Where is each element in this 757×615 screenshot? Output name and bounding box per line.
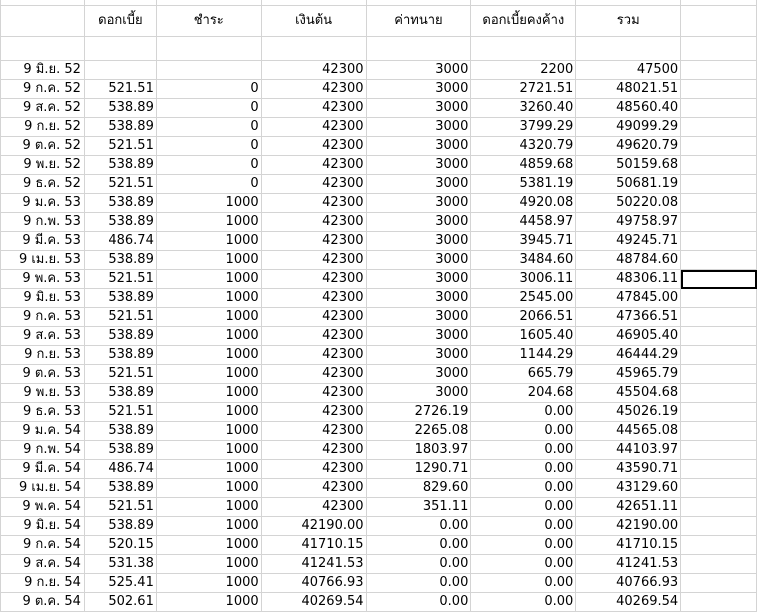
empty-cell[interactable] (681, 555, 757, 574)
date-cell[interactable]: 9 ม.ค. 54 (1, 422, 85, 441)
value-cell[interactable]: 1290.71 (366, 460, 471, 479)
date-cell[interactable]: 9 พ.ย. 53 (1, 384, 85, 403)
empty-cell[interactable] (681, 574, 757, 593)
column-header-cell[interactable] (1, 6, 85, 37)
table-row (1, 574, 757, 593)
value-cell[interactable]: 521.51 (84, 80, 156, 99)
empty-cell[interactable] (681, 175, 757, 194)
empty-cell[interactable] (681, 479, 757, 498)
column-header-cell[interactable]: ดอกเบี้ยคงค้าง (471, 6, 576, 37)
value-cell[interactable]: 2545.00 (471, 289, 576, 308)
value-cell[interactable]: 3000 (366, 346, 471, 365)
value-cell[interactable]: 521.51 (84, 137, 156, 156)
empty-cell[interactable] (681, 308, 757, 327)
date-cell[interactable]: 9 พ.ค. 54 (1, 498, 85, 517)
empty-cell[interactable] (681, 536, 757, 555)
value-cell[interactable]: 538.89 (84, 517, 156, 536)
empty-cell[interactable] (681, 6, 757, 37)
value-cell[interactable]: 42300 (261, 365, 366, 384)
empty-cell[interactable] (471, 37, 576, 61)
empty-cell[interactable] (681, 384, 757, 403)
value-cell[interactable]: 520.15 (84, 536, 156, 555)
value-cell[interactable]: 3000 (366, 194, 471, 213)
value-cell[interactable]: 1000 (156, 536, 261, 555)
value-cell[interactable]: 521.51 (84, 175, 156, 194)
value-cell[interactable]: 48306.11 (576, 270, 681, 289)
column-header-cell[interactable]: ชำระ (156, 6, 261, 37)
value-cell[interactable]: 0.00 (471, 441, 576, 460)
value-cell[interactable]: 0 (156, 80, 261, 99)
date-cell[interactable]: 9 ก.พ. 54 (1, 441, 85, 460)
table-row (1, 175, 757, 194)
value-cell[interactable]: 0 (156, 118, 261, 137)
value-cell[interactable]: 0.00 (366, 517, 471, 536)
date-cell[interactable]: 9 พ.ค. 53 (1, 270, 85, 289)
value-cell[interactable]: 1000 (156, 574, 261, 593)
value-cell[interactable]: 42300 (261, 422, 366, 441)
value-cell[interactable]: 40766.93 (576, 574, 681, 593)
value-cell[interactable]: 42300 (261, 270, 366, 289)
column-header-cell[interactable]: ดอกเบี้ย (84, 6, 156, 37)
date-cell[interactable]: 9 มิ.ย. 53 (1, 289, 85, 308)
empty-cell[interactable] (681, 517, 757, 536)
table-row (1, 422, 757, 441)
table-row (1, 460, 757, 479)
value-cell[interactable]: 1000 (156, 479, 261, 498)
table-row (1, 555, 757, 574)
value-cell[interactable]: 1000 (156, 555, 261, 574)
value-cell[interactable]: 3000 (366, 175, 471, 194)
value-cell[interactable]: 521.51 (84, 365, 156, 384)
date-cell[interactable]: 9 มี.ค. 53 (1, 232, 85, 251)
empty-cell[interactable] (576, 37, 681, 61)
value-cell[interactable]: 4320.79 (471, 137, 576, 156)
table-row (1, 308, 757, 327)
value-cell[interactable]: 41241.53 (576, 555, 681, 574)
value-cell[interactable]: 3000 (366, 365, 471, 384)
value-cell[interactable]: 42651.11 (576, 498, 681, 517)
value-cell[interactable]: 829.60 (366, 479, 471, 498)
empty-cell[interactable] (681, 194, 757, 213)
value-cell[interactable]: 3000 (366, 99, 471, 118)
empty-cell[interactable] (681, 118, 757, 137)
value-cell[interactable]: 1803.97 (366, 441, 471, 460)
value-cell[interactable]: 45026.19 (576, 403, 681, 422)
value-cell[interactable]: 42300 (261, 156, 366, 175)
empty-cell[interactable] (681, 498, 757, 517)
value-cell[interactable]: 3000 (366, 118, 471, 137)
empty-cell[interactable] (1, 37, 85, 61)
value-cell[interactable]: 1000 (156, 232, 261, 251)
value-cell[interactable]: 2066.51 (471, 308, 576, 327)
value-cell[interactable]: 0.00 (471, 460, 576, 479)
value-cell[interactable]: 0.00 (471, 422, 576, 441)
date-cell[interactable]: 9 ก.ย. 54 (1, 574, 85, 593)
value-cell[interactable]: 2265.08 (366, 422, 471, 441)
value-cell[interactable] (156, 61, 261, 80)
value-cell[interactable]: 3000 (366, 61, 471, 80)
table-row (1, 156, 757, 175)
value-cell[interactable]: 4458.97 (471, 213, 576, 232)
value-cell[interactable]: 43590.71 (576, 460, 681, 479)
value-cell[interactable]: 41241.53 (261, 555, 366, 574)
date-cell[interactable]: 9 ส.ค. 52 (1, 99, 85, 118)
value-cell[interactable]: 50681.19 (576, 175, 681, 194)
value-cell[interactable]: 1000 (156, 270, 261, 289)
value-cell[interactable]: 49620.79 (576, 137, 681, 156)
value-cell[interactable]: 0.00 (471, 593, 576, 612)
value-cell[interactable]: 2200 (471, 61, 576, 80)
table-row (1, 118, 757, 137)
value-cell[interactable]: 42300 (261, 137, 366, 156)
value-cell[interactable]: 3000 (366, 308, 471, 327)
value-cell[interactable]: 1000 (156, 460, 261, 479)
empty-cell[interactable] (681, 422, 757, 441)
value-cell[interactable]: 42300 (261, 327, 366, 346)
value-cell[interactable]: 521.51 (84, 308, 156, 327)
value-cell[interactable]: 1000 (156, 346, 261, 365)
table-row (1, 517, 757, 536)
column-header-cell[interactable]: ค่าทนาย (366, 6, 471, 37)
table-row (1, 61, 757, 80)
value-cell[interactable]: 49245.71 (576, 232, 681, 251)
empty-cell[interactable] (681, 327, 757, 346)
table-row (1, 80, 757, 99)
value-cell[interactable]: 42300 (261, 213, 366, 232)
value-cell[interactable]: 42300 (261, 194, 366, 213)
date-cell[interactable]: 9 ก.ค. 52 (1, 80, 85, 99)
value-cell[interactable]: 3000 (366, 327, 471, 346)
value-cell[interactable]: 46905.40 (576, 327, 681, 346)
table-row (1, 232, 757, 251)
table-row (1, 365, 757, 384)
date-cell[interactable]: 9 เม.ย. 54 (1, 479, 85, 498)
value-cell[interactable]: 49099.29 (576, 118, 681, 137)
value-cell[interactable]: 0.00 (366, 555, 471, 574)
date-cell[interactable]: 9 ธ.ค. 52 (1, 175, 85, 194)
value-cell[interactable]: 538.89 (84, 118, 156, 137)
value-cell[interactable]: 40269.54 (576, 593, 681, 612)
value-cell[interactable]: 3000 (366, 270, 471, 289)
table-row (1, 327, 757, 346)
value-cell[interactable]: 44103.97 (576, 441, 681, 460)
value-cell[interactable]: 538.89 (84, 289, 156, 308)
value-cell[interactable]: 1000 (156, 384, 261, 403)
value-cell[interactable]: 42300 (261, 460, 366, 479)
table-row (1, 536, 757, 555)
value-cell[interactable]: 1000 (156, 593, 261, 612)
date-cell[interactable]: 9 ม.ค. 53 (1, 194, 85, 213)
value-cell[interactable]: 44565.08 (576, 422, 681, 441)
empty-cell[interactable] (156, 37, 261, 61)
value-cell[interactable]: 42190.00 (576, 517, 681, 536)
table-row (1, 384, 757, 403)
value-cell[interactable]: 1000 (156, 365, 261, 384)
value-cell[interactable]: 538.89 (84, 213, 156, 232)
value-cell[interactable]: 3000 (366, 80, 471, 99)
value-cell[interactable]: 42190.00 (261, 517, 366, 536)
value-cell[interactable]: 42300 (261, 232, 366, 251)
value-cell[interactable]: 525.41 (84, 574, 156, 593)
value-cell[interactable]: 0.00 (366, 574, 471, 593)
date-cell[interactable]: 9 ส.ค. 53 (1, 327, 85, 346)
value-cell[interactable]: 0 (156, 175, 261, 194)
value-cell[interactable]: 0 (156, 156, 261, 175)
header-row (1, 6, 757, 37)
value-cell[interactable]: 0.00 (471, 536, 576, 555)
value-cell[interactable]: 1000 (156, 194, 261, 213)
value-cell[interactable]: 0.00 (471, 479, 576, 498)
table-row (1, 441, 757, 460)
value-cell[interactable]: 2726.19 (366, 403, 471, 422)
column-header-cell[interactable]: รวม (576, 6, 681, 37)
value-cell[interactable]: 3000 (366, 289, 471, 308)
table-row (1, 498, 757, 517)
empty-cell[interactable] (681, 37, 757, 61)
value-cell[interactable]: 50220.08 (576, 194, 681, 213)
value-cell[interactable]: 42300 (261, 498, 366, 517)
value-cell[interactable]: 538.89 (84, 99, 156, 118)
value-cell[interactable]: 1000 (156, 308, 261, 327)
empty-cell[interactable] (681, 156, 757, 175)
value-cell[interactable]: 3000 (366, 251, 471, 270)
date-cell[interactable]: 9 ก.ย. 52 (1, 118, 85, 137)
value-cell[interactable]: 42300 (261, 80, 366, 99)
empty-cell[interactable] (366, 37, 471, 61)
value-cell[interactable]: 42300 (261, 99, 366, 118)
date-cell[interactable]: 9 เม.ย. 53 (1, 251, 85, 270)
empty-cell[interactable] (681, 593, 757, 612)
date-cell[interactable]: 9 ต.ค. 54 (1, 593, 85, 612)
value-cell[interactable]: 45965.79 (576, 365, 681, 384)
value-cell[interactable]: 42300 (261, 479, 366, 498)
empty-cell[interactable] (681, 346, 757, 365)
table-row (1, 99, 757, 118)
value-cell[interactable]: 42300 (261, 346, 366, 365)
value-cell[interactable]: 3260.40 (471, 99, 576, 118)
blank-row (1, 37, 757, 61)
empty-cell[interactable] (681, 251, 757, 270)
value-cell[interactable]: 46444.29 (576, 346, 681, 365)
value-cell[interactable]: 3000 (366, 232, 471, 251)
empty-cell[interactable] (681, 232, 757, 251)
value-cell[interactable]: 0.00 (471, 555, 576, 574)
date-cell[interactable]: 9 ต.ค. 53 (1, 365, 85, 384)
table-row (1, 289, 757, 308)
empty-cell[interactable] (681, 460, 757, 479)
value-cell[interactable]: 42300 (261, 384, 366, 403)
value-cell[interactable]: 521.51 (84, 270, 156, 289)
value-cell[interactable]: 665.79 (471, 365, 576, 384)
value-cell[interactable]: 538.89 (84, 327, 156, 346)
table-row (1, 270, 757, 289)
empty-cell[interactable] (681, 289, 757, 308)
value-cell[interactable]: 1605.40 (471, 327, 576, 346)
table-row (1, 251, 757, 270)
column-header-cell[interactable]: เงินต้น (261, 6, 366, 37)
table-row (1, 346, 757, 365)
value-cell[interactable]: 4859.68 (471, 156, 576, 175)
value-cell[interactable]: 1000 (156, 213, 261, 232)
value-cell[interactable]: 49758.97 (576, 213, 681, 232)
value-cell[interactable]: 3945.71 (471, 232, 576, 251)
value-cell[interactable]: 0.00 (471, 574, 576, 593)
empty-cell[interactable] (261, 37, 366, 61)
value-cell[interactable]: 50159.68 (576, 156, 681, 175)
table-row (1, 213, 757, 232)
value-cell[interactable]: 1000 (156, 327, 261, 346)
value-cell[interactable]: 1000 (156, 289, 261, 308)
value-cell[interactable]: 42300 (261, 251, 366, 270)
value-cell[interactable]: 47366.51 (576, 308, 681, 327)
value-cell[interactable]: 1000 (156, 441, 261, 460)
value-cell[interactable]: 531.38 (84, 555, 156, 574)
value-cell[interactable]: 42300 (261, 289, 366, 308)
value-cell[interactable]: 538.89 (84, 251, 156, 270)
date-cell[interactable]: 9 ก.ย. 53 (1, 346, 85, 365)
date-cell[interactable]: 9 พ.ย. 52 (1, 156, 85, 175)
value-cell[interactable]: 538.89 (84, 346, 156, 365)
date-cell[interactable]: 9 ก.ค. 53 (1, 308, 85, 327)
value-cell[interactable]: 42300 (261, 175, 366, 194)
table-row (1, 479, 757, 498)
value-cell[interactable]: 538.89 (84, 194, 156, 213)
value-cell[interactable]: 351.11 (366, 498, 471, 517)
value-cell[interactable]: 42300 (261, 118, 366, 137)
table-row (1, 403, 757, 422)
table-row (1, 194, 757, 213)
value-cell[interactable]: 1000 (156, 498, 261, 517)
date-cell[interactable]: 9 ก.พ. 53 (1, 213, 85, 232)
value-cell[interactable]: 538.89 (84, 384, 156, 403)
value-cell[interactable]: 41710.15 (576, 536, 681, 555)
value-cell[interactable]: 0 (156, 137, 261, 156)
table-row (1, 593, 757, 612)
value-cell[interactable]: 3484.60 (471, 251, 576, 270)
value-cell[interactable]: 0.00 (471, 403, 576, 422)
value-cell[interactable]: 1000 (156, 517, 261, 536)
value-cell[interactable]: 2721.51 (471, 80, 576, 99)
table-row (1, 137, 757, 156)
value-cell[interactable]: 0.00 (471, 498, 576, 517)
empty-cell[interactable] (681, 61, 757, 80)
value-cell[interactable]: 1000 (156, 422, 261, 441)
value-cell[interactable]: 48560.40 (576, 99, 681, 118)
value-cell[interactable]: 42300 (261, 308, 366, 327)
empty-cell[interactable] (681, 99, 757, 118)
date-cell[interactable]: 9 มิ.ย. 52 (1, 61, 85, 80)
value-cell[interactable]: 3799.29 (471, 118, 576, 137)
value-cell[interactable]: 1144.29 (471, 346, 576, 365)
value-cell[interactable]: 48784.60 (576, 251, 681, 270)
value-cell[interactable]: 538.89 (84, 422, 156, 441)
selected-cell[interactable] (681, 270, 757, 289)
value-cell[interactable]: 43129.60 (576, 479, 681, 498)
date-cell[interactable]: 9 มี.ค. 54 (1, 460, 85, 479)
date-cell[interactable]: 9 ต.ค. 52 (1, 137, 85, 156)
value-cell[interactable]: 42300 (261, 403, 366, 422)
value-cell[interactable]: 3000 (366, 156, 471, 175)
value-cell[interactable]: 4920.08 (471, 194, 576, 213)
value-cell[interactable]: 3000 (366, 137, 471, 156)
value-cell[interactable]: 0 (156, 99, 261, 118)
value-cell[interactable]: 1000 (156, 403, 261, 422)
date-cell[interactable]: 9 ส.ค. 54 (1, 555, 85, 574)
date-cell[interactable]: 9 ธ.ค. 53 (1, 403, 85, 422)
value-cell[interactable]: 3000 (366, 213, 471, 232)
value-cell[interactable]: 0.00 (366, 593, 471, 612)
value-cell[interactable]: 48021.51 (576, 80, 681, 99)
value-cell[interactable]: 486.74 (84, 460, 156, 479)
value-cell[interactable]: 486.74 (84, 232, 156, 251)
value-cell[interactable]: 538.89 (84, 156, 156, 175)
value-cell[interactable]: 538.89 (84, 441, 156, 460)
value-cell[interactable]: 41710.15 (261, 536, 366, 555)
value-cell[interactable]: 3006.11 (471, 270, 576, 289)
value-cell[interactable]: 47845.00 (576, 289, 681, 308)
value-cell[interactable]: 521.51 (84, 403, 156, 422)
value-cell[interactable]: 0.00 (471, 517, 576, 536)
value-cell[interactable]: 45504.68 (576, 384, 681, 403)
value-cell[interactable]: 538.89 (84, 479, 156, 498)
value-cell[interactable]: 5381.19 (471, 175, 576, 194)
empty-cell[interactable] (681, 365, 757, 384)
value-cell[interactable]: 42300 (261, 61, 366, 80)
empty-cell[interactable] (681, 137, 757, 156)
empty-cell[interactable] (84, 37, 156, 61)
value-cell[interactable]: 42300 (261, 441, 366, 460)
date-cell[interactable]: 9 ก.ค. 54 (1, 536, 85, 555)
empty-cell[interactable] (681, 403, 757, 422)
value-cell[interactable]: 204.68 (471, 384, 576, 403)
value-cell[interactable]: 1000 (156, 251, 261, 270)
empty-cell[interactable] (681, 441, 757, 460)
empty-cell[interactable] (681, 80, 757, 99)
value-cell[interactable]: 40766.93 (261, 574, 366, 593)
empty-cell[interactable] (681, 213, 757, 232)
value-cell[interactable] (84, 61, 156, 80)
value-cell[interactable]: 0.00 (366, 536, 471, 555)
date-cell[interactable]: 9 มิ.ย. 54 (1, 517, 85, 536)
value-cell[interactable]: 47500 (576, 61, 681, 80)
value-cell[interactable]: 521.51 (84, 498, 156, 517)
value-cell[interactable]: 3000 (366, 384, 471, 403)
value-cell[interactable]: 502.61 (84, 593, 156, 612)
value-cell[interactable]: 40269.54 (261, 593, 366, 612)
